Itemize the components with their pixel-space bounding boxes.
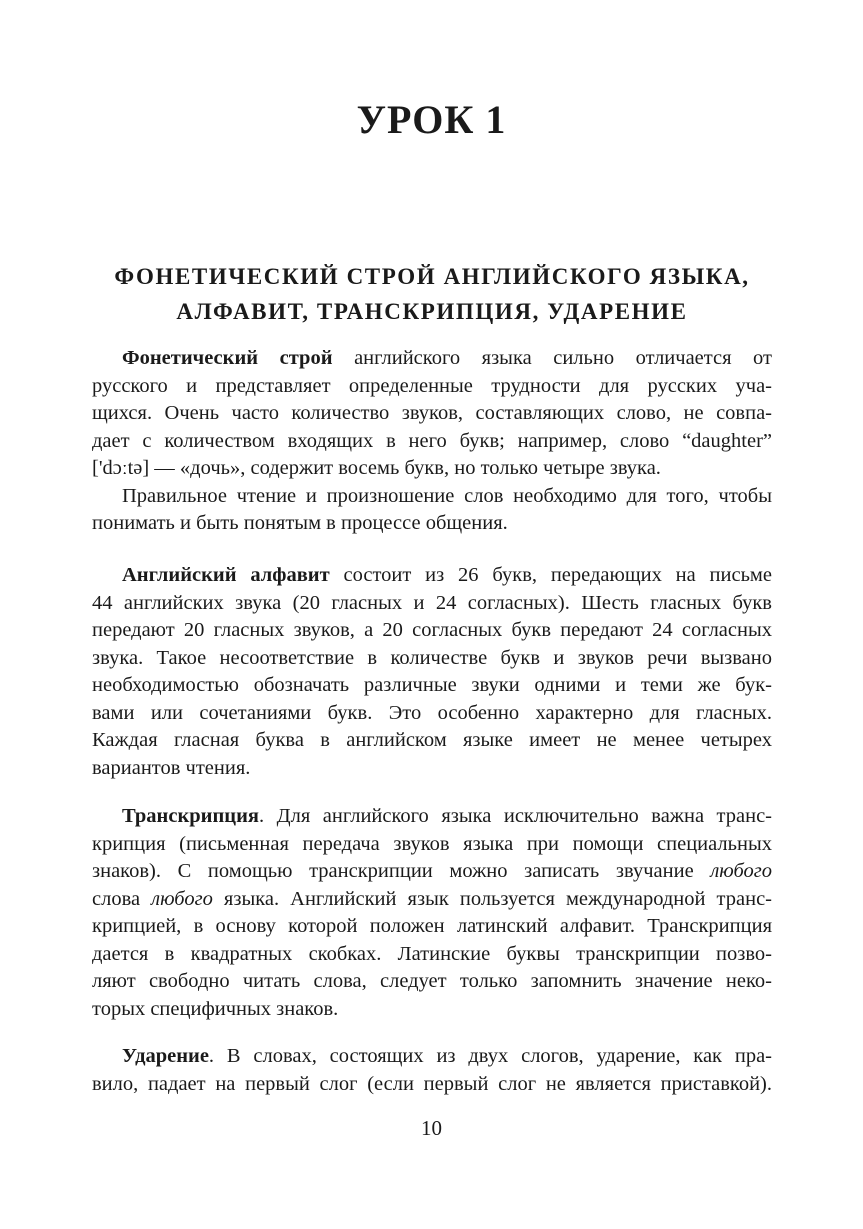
text-line: торых специфичных знаков. bbox=[92, 997, 339, 1020]
lesson-title: УРОК 1 bbox=[356, 97, 507, 142]
text-fragment: состоит из 26 букв, передающих на письме bbox=[329, 564, 773, 586]
term-english-alphabet: Английский алфавит bbox=[122, 564, 330, 586]
text-line bbox=[92, 345, 772, 373]
text-fragment: . В словах, состоящих из двух слогов, ударение, как пра- bbox=[208, 1045, 772, 1067]
text-line: ['dɔːtə] — «дочь», содержит восемь букв, но только четыре звука. bbox=[92, 457, 661, 479]
paragraph-phonetics bbox=[92, 345, 772, 483]
text-fragment: . Для английского языка исключительно важна транс- bbox=[259, 805, 772, 827]
text-line: Каждая гласная буква в английском языке имеет не менее четырех bbox=[92, 729, 772, 751]
term-phonetic-structure: Фонетический строй bbox=[122, 347, 333, 369]
text-line bbox=[92, 886, 772, 914]
text-line: крипцией, в основу которой положен латинский алфавит. Транскрипция bbox=[92, 915, 772, 937]
text-line: вило, падает на первый слог (если первый слог не является приставкой). bbox=[92, 1072, 772, 1095]
text-line: передают 20 гласных звуков, а 20 согласных букв передают 24 согласных bbox=[92, 619, 772, 641]
text-line bbox=[92, 858, 772, 886]
text-line: вами или сочетаниями букв. Это особенно характерно для гласных. bbox=[92, 701, 772, 724]
paragraph-stress bbox=[92, 1043, 772, 1098]
text-line: щихся. Очень часто количество звуков, составляющих слово, не совпа- bbox=[92, 402, 772, 424]
term-transcription: Транскрипция bbox=[122, 805, 260, 827]
text-line: Правильное чтение и произношение слов необходимо для того, чтобы bbox=[122, 484, 772, 507]
text-line: ляют свободно читать слова, следует только запомнить значение неко- bbox=[92, 970, 772, 992]
text-fragment: знаков). С помощью транскрипции можно записать звучание bbox=[92, 860, 711, 882]
text-line bbox=[92, 1043, 772, 1071]
emphasis-any: любого bbox=[710, 860, 772, 882]
text-line: дает с количеством входящих в него букв; например, слово “daughter” bbox=[92, 429, 772, 452]
text-fragment: английского языка сильно отличается от bbox=[332, 347, 772, 369]
emphasis-any: любого bbox=[151, 887, 213, 910]
text-line bbox=[92, 803, 772, 831]
text-line: русского и представляет определенные трудности для русских уча- bbox=[92, 374, 772, 397]
section-heading-line-1: ФОНЕТИЧЕСКИЙ СТРОЙ АНГЛИЙСКОГО ЯЗЫКА, bbox=[114, 264, 750, 289]
text-line: звука. Такое несоответствие в количестве букв и звуков речи вызвано bbox=[92, 646, 772, 669]
text-line: крипция (письменная передача звуков языка при помощи специальных bbox=[92, 832, 772, 855]
text-line bbox=[92, 562, 772, 590]
text-line: вариантов чтения. bbox=[92, 756, 251, 779]
term-stress: Ударение bbox=[122, 1045, 209, 1067]
text-line: дается в квадратных скобках. Латинские буквы транскрипции позво- bbox=[92, 942, 772, 965]
page-number: 10 bbox=[421, 1116, 442, 1140]
section-heading-line-2: АЛФАВИТ, ТРАНСКРИПЦИЯ, УДАРЕНИЕ bbox=[176, 299, 688, 324]
text-line: необходимостью обозначать различные звуки одними и теми же бук- bbox=[92, 674, 772, 696]
paragraph-reading bbox=[92, 483, 772, 538]
text-line: 44 английских звука (20 гласных и 24 согласных). Шесть гласных букв bbox=[92, 591, 772, 614]
text-line: понимать и быть понятым в процессе общения. bbox=[92, 512, 508, 534]
paragraph-transcription bbox=[92, 803, 772, 1023]
text-fragment: слова bbox=[92, 887, 152, 910]
section-heading bbox=[92, 259, 772, 329]
text-fragment: языка. Английский язык пользуется международной транс- bbox=[212, 887, 773, 910]
paragraph-alphabet bbox=[92, 562, 772, 782]
